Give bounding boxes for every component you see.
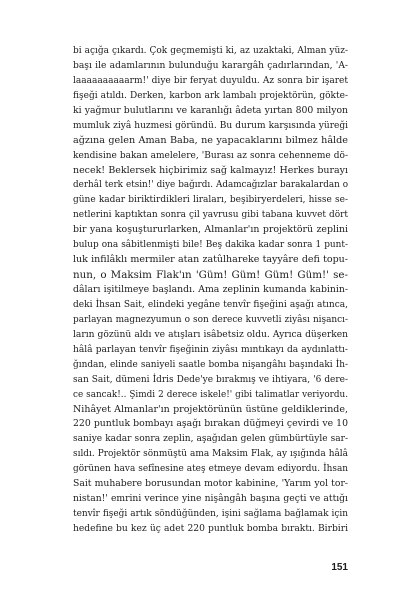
text-line: ağzına gelen Aman Baba, ne yapacaklarını bilmez hâlde [73,134,348,146]
text-line: görünen hava sefînesine ateş etmeye devam ediyordu. İhsan [73,464,348,475]
text-line: kendisine bakan amelelere, 'Burası az sonra cehenneme dö- [73,150,348,161]
text-line: tenvîr fişeği artık söndüğünden, işini sağlama bağlamak için [73,509,348,520]
text-line: san Sait, dümeni İdris Dede'ye bırakmış ve ihtiyara, '6 dere- [73,374,348,385]
text-line: laaaaaaaaaarm!' diye bir feryat duyuldu. Az sonra bir işaret [73,75,348,86]
text-line: bi açığa çıkardı. Çok geçmemişti ki, az uzaktaki, Alman yüz- [73,46,348,56]
text-line: ce sancak!.. Şimdi 2 derece iskele!' gibi talimatlar veriyordu. [73,389,348,400]
text-line: necek! Beklersek hiçbirimiz sağ kalmayız! Herkes burayı [73,164,348,176]
text-line: deki İhsan Sait, elindeki yegâne tenvîr fişeğini aşağı atınca, [73,299,348,310]
text-line: mumluk ziyâ huzmesi göründü. Bu durum karşısında yüreği [73,120,348,131]
text-line: başı ile adamlarının bulunduğu karargâh çadırlarından, 'A- [73,60,348,71]
text-line: hâlâ parlayan tenvîr fişeğinin ziyâsı mıntıkayı da aydınlattı- [73,344,348,355]
text-line: hedefine bu kez üç adet 220 puntluk bomba bıraktı. Birbiri [73,524,348,534]
text-line: ki yağmur bulutlarını ve karanlığı âdeta yırtan 800 milyon [73,104,348,116]
page-number: 151 [331,562,348,573]
text-line: derhâl terk etsin!' diye bağırdı. Adamcağızlar barakalardan o [73,180,348,191]
text-line: bir yana koşuştururlarken, Almanlar'ın projektörü zeplini [73,224,348,236]
text-line: güne kadar biriktirdikleri liraları, beşibiryerdeleri, hisse se- [73,195,348,206]
text-line: 220 puntluk bombayı aşağı bırakan düğmeyi çevirdi ve 10 [73,418,348,430]
text-line: dâları işitilmeye başlandı. Ama zeplinin kumanda kabinin- [73,284,348,295]
text-line: ların gözünü aldı ve atışları isâbetsiz oldu. Ayrıca düşerken [73,329,348,340]
text-line: parlayan magnezyumun o son derece kuvvetli ziyâsı nişancı- [73,314,348,325]
text-line: Nihâyet Almanlar'ın projektörünün üstüne geldiklerinde, [73,403,348,415]
text-line: sıldı. Projektör sönmüştü ama Maksim Flak, ay ışığında hâlâ [73,449,348,460]
text-line: fişeği atıldı. Derken, karbon ark lambalı projektörün, gökte- [73,90,348,101]
text-line: netlerini kaptıktan sonra çil yavrusu gibi tabana kuvvet dört [73,210,348,221]
text-line: ğından, elinde saniyeli saatle bomba nişangâhı başındaki İh- [73,359,348,370]
text-line: Sait muhabere borusundan motor kabinine, 'Yarım yol tor- [73,478,348,490]
text-line: bulup ona sâbitlenmişti bile! Beş dakika kadar sonra 1 punt- [73,240,348,251]
text-line: saniye kadar sonra zeplin, aşağıdan gelen gümbürtüyle sar- [73,434,348,445]
text-line: nistan!' emrini verince yine nişângâh başına geçti ve attığı [73,493,348,505]
body-text [73,44,348,537]
text-line: nun, o Maksim Flak'ın 'Güm! Güm! Güm! Güm!' se- [73,269,348,282]
text-line: luk infilâklı mermiler atan zatûlharekе tayyâre defi topu- [73,254,348,266]
